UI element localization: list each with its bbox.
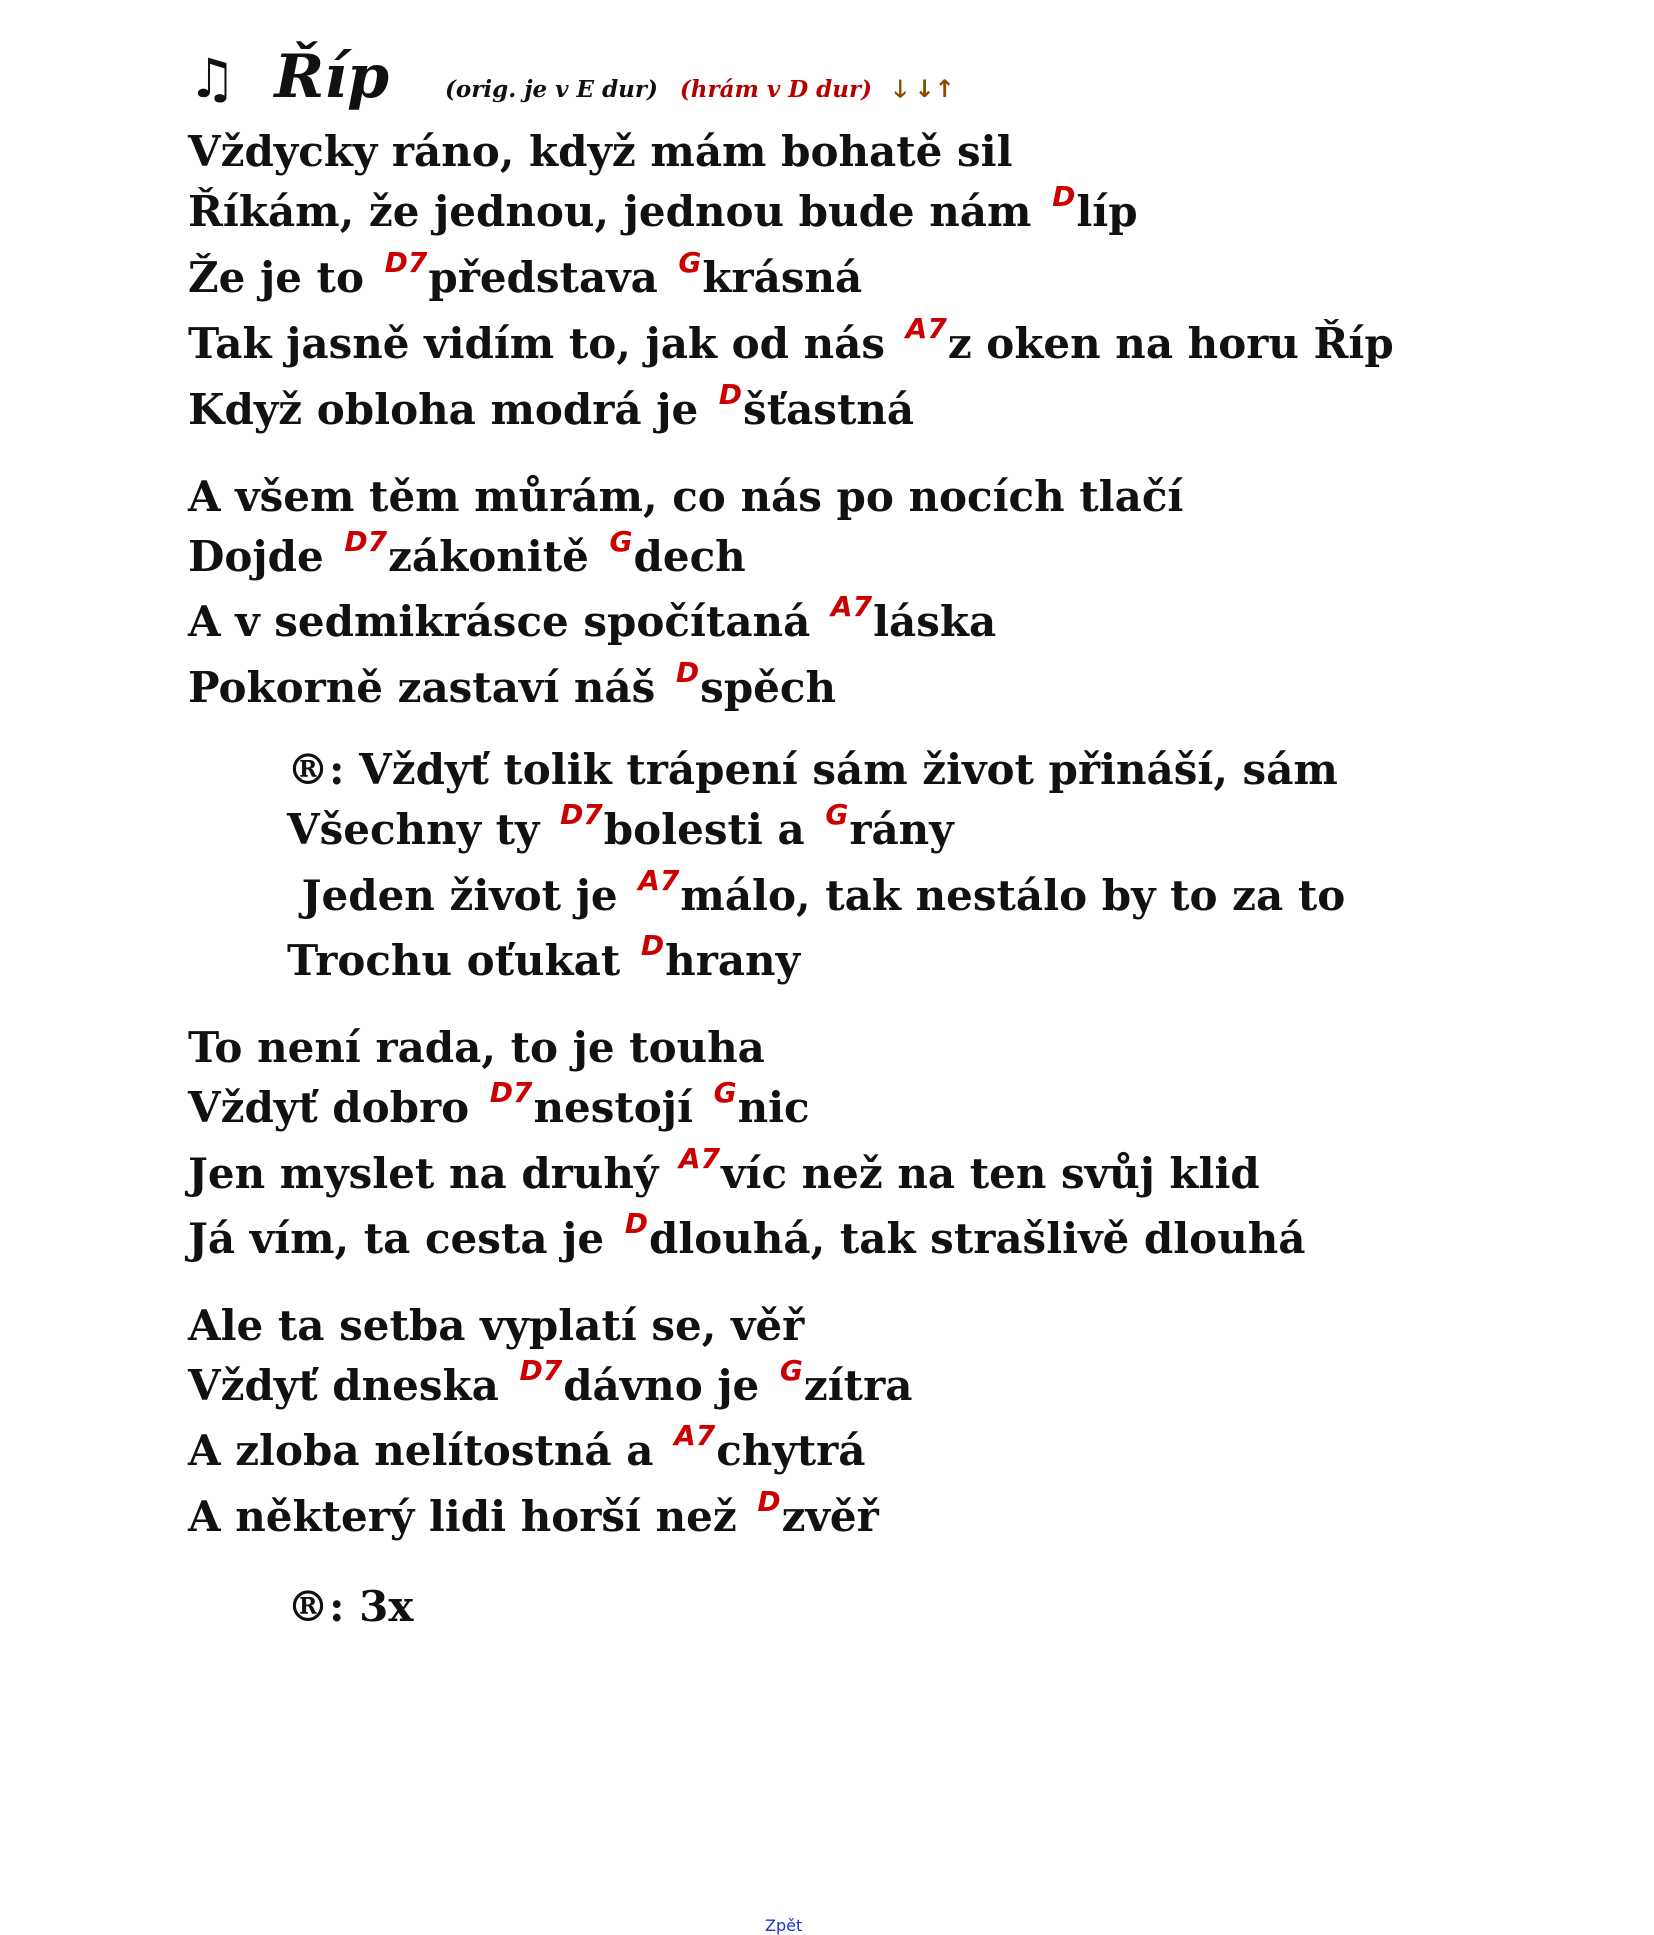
- lyric-text: ®: Vždyť tolik trápení sám život přináší, sám: [287, 745, 1338, 794]
- original-key-label: (orig. je v E dur): [445, 76, 658, 103]
- lyric-line: [188, 1301, 804, 1351]
- chord-label: A7: [674, 1419, 716, 1452]
- chord-label: D: [624, 1207, 648, 1240]
- chorus-line: [287, 798, 954, 860]
- lyric-text: Tak jasně vidím to, jak od nás: [188, 319, 900, 368]
- lyric-text: líp: [1076, 187, 1138, 236]
- lyric-text: Dojde: [188, 532, 339, 581]
- lyric-text: dávno je: [563, 1361, 774, 1410]
- lyric-text: Pokorně zastaví náš: [188, 663, 670, 712]
- played-key-label: (hrám v D dur): [679, 76, 872, 103]
- lyric-text: ®: 3x: [287, 1582, 414, 1631]
- lyric-line: [188, 525, 746, 587]
- lyric-text: A zloba nelítostná a: [188, 1426, 669, 1475]
- chord-label: A7: [830, 590, 873, 623]
- chord-label: D: [718, 378, 743, 411]
- chorus-line: [287, 929, 800, 991]
- lyric-text: Všechny ty: [287, 805, 555, 854]
- lyric-line: [188, 1076, 810, 1138]
- lyric-text: A všem těm můrám, co nás po nocích tlačí: [188, 472, 1184, 521]
- lyric-text: Vždyť dneska: [188, 1361, 514, 1410]
- chord-label: D: [1052, 180, 1076, 213]
- lyric-line: [188, 1142, 1260, 1204]
- chord-label: G: [609, 525, 633, 558]
- chord-label: D: [640, 929, 665, 962]
- lyric-line: [188, 127, 1013, 177]
- lyric-text: chytrá: [716, 1426, 866, 1475]
- lyric-line: [188, 472, 1183, 522]
- lyric-text: bolesti a: [603, 805, 820, 854]
- transpose-updown-icon[interactable]: ↓↑: [914, 75, 955, 103]
- lyric-line: [188, 312, 1394, 374]
- lyric-text: krásná: [702, 253, 863, 302]
- lyric-line: [188, 656, 837, 718]
- lyric-line: [188, 246, 863, 308]
- lyric-line: [188, 590, 997, 652]
- chord-label: D7: [560, 798, 603, 831]
- lyric-line: [188, 1485, 879, 1547]
- lyric-text: dech: [633, 532, 746, 581]
- lyric-line: [188, 1207, 1306, 1269]
- lyric-text: A v sedmikrásce spočítaná: [188, 597, 825, 646]
- lyric-text: nestojí: [533, 1083, 708, 1132]
- lyric-text: Když obloha modrá je: [188, 385, 713, 434]
- lyric-text: hrany: [665, 936, 800, 985]
- chord-label: G: [713, 1076, 737, 1109]
- lyric-text: málo, tak nestálo by to za to: [680, 871, 1346, 920]
- chord-label: D7: [489, 1076, 533, 1109]
- lyric-text: To není rada, to je touha: [188, 1023, 765, 1072]
- chorus-line: [287, 1582, 413, 1632]
- lyric-line: [188, 1023, 765, 1073]
- chord-label: G: [678, 246, 702, 279]
- lyric-text: Já vím, ta cesta je: [188, 1214, 619, 1263]
- lyric-text: Vždycky ráno, když mám bohatě sil: [188, 127, 1013, 176]
- chord-label: G: [779, 1354, 803, 1387]
- lyric-text: Říkám, že jednou, jednou bude nám: [188, 187, 1047, 236]
- song-header: [188, 42, 963, 122]
- back-link[interactable]: Zpět: [765, 1916, 803, 1935]
- lyric-text: Jeden život je: [287, 871, 633, 920]
- lyric-text: Že je to: [188, 253, 379, 302]
- lyric-line: [188, 378, 915, 440]
- lyric-line: [188, 1354, 913, 1416]
- lyric-text: zvěř: [781, 1492, 879, 1541]
- lyric-text: Jen myslet na druhý: [188, 1149, 673, 1198]
- lyric-text: zítra: [803, 1361, 913, 1410]
- lyric-text: dlouhá, tak strašlivě dlouhá: [648, 1214, 1306, 1263]
- lyric-text: spěch: [700, 663, 837, 712]
- chord-label: D7: [344, 525, 388, 558]
- lyric-text: šťastná: [743, 385, 915, 434]
- music-note-icon: ♫: [188, 47, 237, 110]
- lyric-text: představa: [428, 253, 673, 302]
- chord-label: G: [825, 798, 849, 831]
- chord-label: D7: [384, 246, 428, 279]
- chord-label: D7: [519, 1354, 563, 1387]
- lyric-line: [188, 1419, 866, 1481]
- chorus-line: [287, 864, 1346, 926]
- lyric-line: [188, 180, 1138, 242]
- lyric-text: láska: [873, 597, 997, 646]
- song-title: Říp: [274, 42, 390, 112]
- transpose-down-icon[interactable]: 🡓: [894, 75, 907, 103]
- chord-label: D: [757, 1485, 781, 1518]
- chord-label: A7: [905, 312, 947, 345]
- lyric-text: Trochu oťukat: [287, 936, 635, 985]
- chord-label: A7: [678, 1142, 721, 1175]
- lyric-text: víc než na ten svůj klid: [721, 1149, 1260, 1198]
- lyric-text: rány: [849, 805, 954, 854]
- lyric-text: Vždyť dobro: [188, 1083, 484, 1132]
- chord-label: D: [675, 656, 700, 689]
- lyric-text: A některý lidi horší než: [188, 1492, 752, 1541]
- lyric-text: z oken na horu Říp: [947, 319, 1394, 368]
- chorus-line: [287, 745, 1338, 795]
- lyric-text: zákonitě: [388, 532, 604, 581]
- lyric-text: Ale ta setba vyplatí se, věř: [188, 1301, 805, 1350]
- chord-label: A7: [638, 864, 680, 897]
- lyric-text: nic: [737, 1083, 810, 1132]
